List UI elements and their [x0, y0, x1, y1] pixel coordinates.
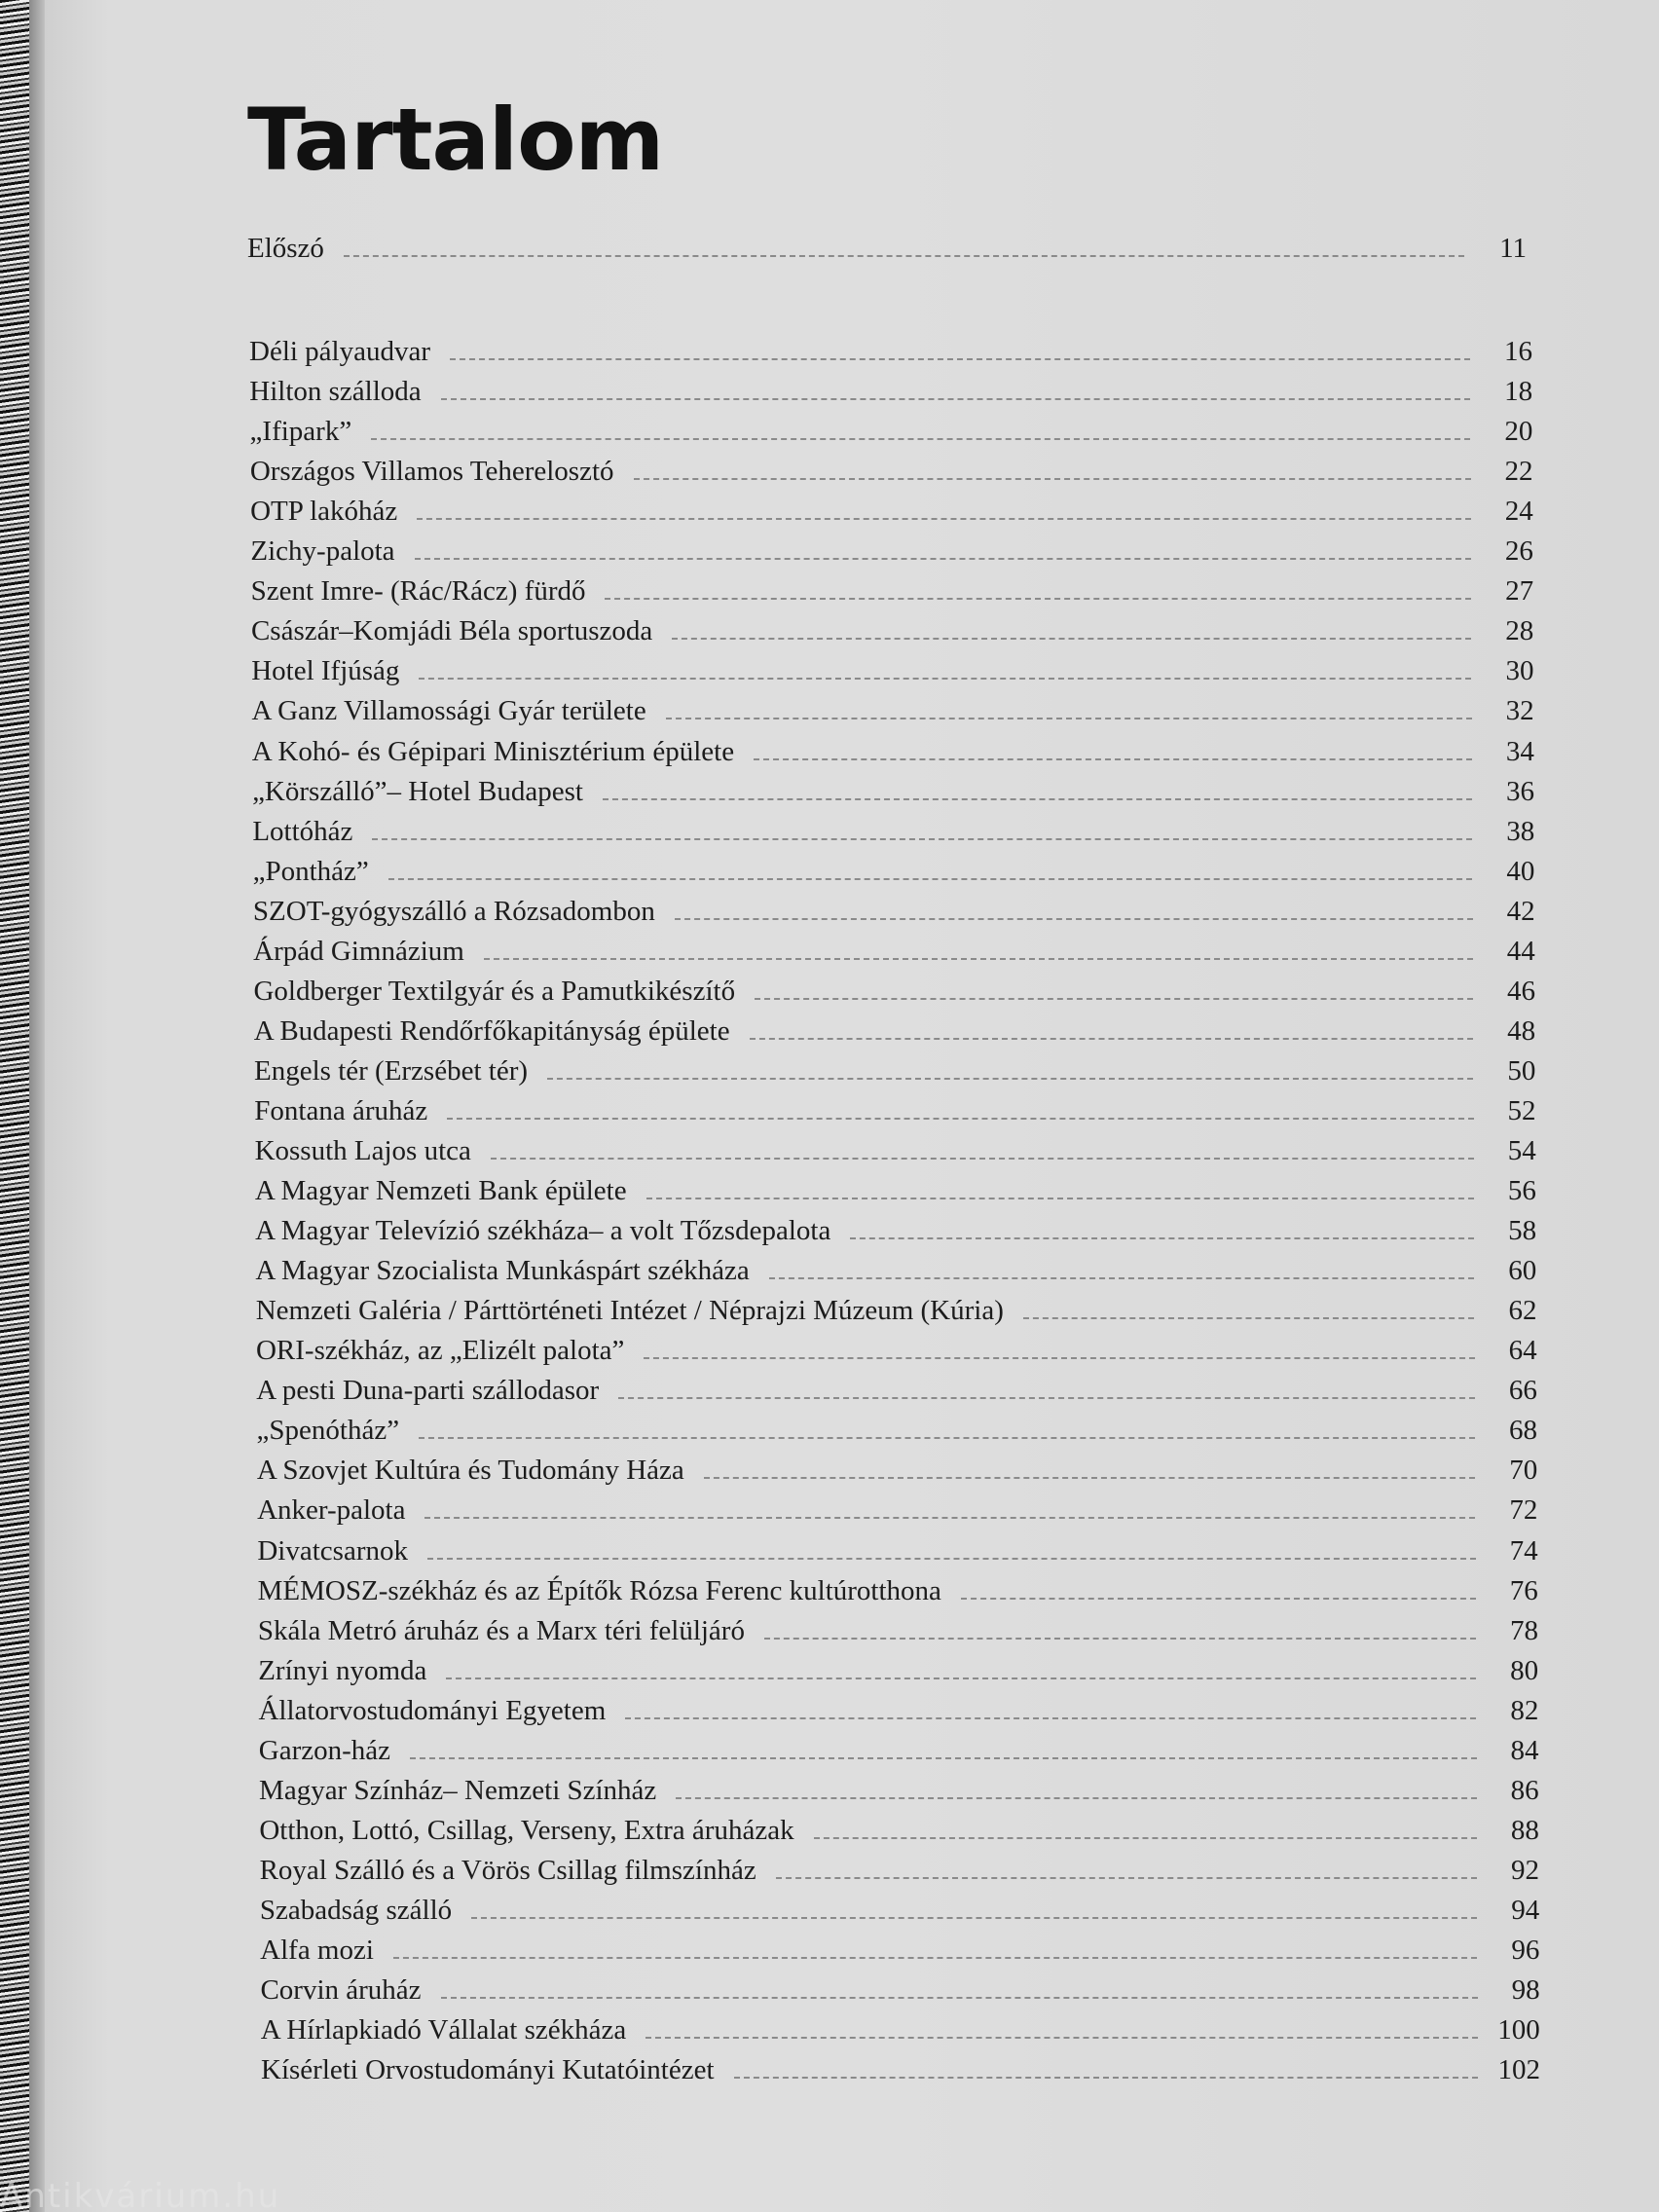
dot-leader	[625, 1717, 1476, 1719]
toc-entry-page: 82	[1510, 1694, 1539, 1726]
toc-entry-title: Kísérleti Orvostudományi Kutatóintézet	[261, 2054, 715, 2086]
dot-leader	[675, 918, 1473, 920]
toc-entry	[249, 329, 1532, 368]
dot-leader	[704, 1477, 1475, 1479]
toc-entry	[258, 1688, 1538, 1727]
toc-entry-title: A pesti Duna-parti szállodasor	[256, 1375, 600, 1407]
dot-leader	[646, 1198, 1474, 1199]
toc-entry-page: 28	[1505, 615, 1534, 647]
toc-entry	[260, 1968, 1539, 2007]
dot-leader	[393, 1957, 1478, 1959]
toc-entry-page: 76	[1509, 1574, 1538, 1606]
toc-entry-page: 18	[1504, 376, 1533, 408]
toc-entry	[259, 1768, 1539, 1807]
toc-entry-page: 78	[1509, 1614, 1538, 1646]
toc-entry-page: 74	[1509, 1534, 1538, 1567]
toc-entry	[255, 1248, 1536, 1287]
toc-entry-page: 94	[1511, 1894, 1540, 1926]
toc-entry-page: 64	[1508, 1335, 1537, 1367]
toc-entry-title: Szent Imre- (Rác/Rácz) fürdő	[250, 575, 586, 608]
dot-leader	[666, 718, 1472, 719]
dot-leader	[605, 598, 1471, 600]
toc-entry-title: Skála Metró áruház és a Marx téri felüljáró	[257, 1614, 745, 1646]
toc-entry	[254, 1049, 1535, 1088]
toc-entry	[253, 849, 1535, 888]
toc-entry-page: 44	[1506, 935, 1535, 967]
dot-leader	[446, 1677, 1476, 1679]
dot-leader	[471, 1917, 1477, 1919]
toc-entry	[256, 1328, 1537, 1367]
toc-entry-page: 30	[1505, 655, 1534, 687]
toc-entry-preface	[247, 226, 1527, 265]
toc-entry-title: A Ganz Villamossági Gyár területe	[251, 695, 646, 727]
toc-entry	[258, 1648, 1538, 1687]
toc-entry-title: OTP lakóház	[250, 496, 398, 528]
toc-entry-page: 86	[1510, 1774, 1539, 1806]
toc-entry-page: 42	[1506, 895, 1535, 927]
toc-entry-title: Anker-palota	[257, 1494, 406, 1527]
toc-entry	[251, 648, 1533, 687]
dot-leader	[750, 1038, 1474, 1040]
toc-entry	[255, 1168, 1536, 1207]
toc-entry	[250, 529, 1533, 568]
dot-leader	[450, 358, 1470, 360]
toc-entry	[256, 1288, 1537, 1327]
toc-entry-title: Lottóház	[252, 815, 353, 847]
dot-leader	[850, 1237, 1474, 1239]
dot-leader	[372, 838, 1472, 840]
toc-entry-page: 24	[1504, 496, 1533, 528]
toc-entry	[254, 1088, 1535, 1127]
toc-entry	[255, 1208, 1536, 1247]
toc-entry	[260, 1888, 1539, 1927]
toc-entry-page: 38	[1506, 815, 1535, 847]
toc-entry-title: „Ifipark”	[249, 416, 352, 448]
toc-entry-page: 60	[1508, 1255, 1537, 1287]
toc-entry-title: Hotel Ifjúság	[251, 655, 400, 687]
toc-entry-page: 27	[1505, 575, 1534, 608]
toc-entry	[252, 729, 1534, 768]
dot-leader	[441, 1997, 1478, 1999]
toc-entry-page: 96	[1511, 1935, 1540, 1966]
toc-entry	[259, 1728, 1539, 1767]
toc-entry-page: 102	[1497, 2054, 1540, 2086]
toc-entry	[252, 809, 1534, 848]
dot-leader	[676, 1797, 1476, 1799]
toc-entry-title: Hilton szálloda	[249, 376, 422, 408]
toc-entry-page: 92	[1511, 1854, 1540, 1886]
toc-entry	[261, 2047, 1540, 2086]
dot-leader	[645, 2037, 1478, 2039]
toc-entry-title: A Budapesti Rendőrfőkapitányság épülete	[253, 1014, 730, 1047]
toc-entry-title: Magyar Színház– Nemzeti Színház	[259, 1774, 657, 1806]
toc-entry	[257, 1408, 1537, 1447]
toc-entry	[254, 1009, 1535, 1048]
dot-leader	[424, 1517, 1475, 1519]
dot-leader	[484, 958, 1473, 960]
toc-entry-title: Engels tér (Erzsébet tér)	[254, 1054, 529, 1087]
toc-entry-title: A Magyar Szocialista Munkáspárt székháza	[255, 1255, 750, 1287]
toc-entry-page: 98	[1511, 1974, 1540, 2007]
dot-leader	[603, 798, 1472, 800]
toc-entry-page: 56	[1507, 1175, 1536, 1207]
dot-leader	[1023, 1317, 1475, 1319]
watermark: Antikvárium.hu	[0, 2177, 281, 2212]
dot-leader	[419, 1437, 1475, 1439]
toc-entry-page: 58	[1508, 1215, 1537, 1247]
dot-leader	[547, 1078, 1473, 1080]
page-title: Tartalom	[247, 90, 664, 190]
toc-entry-title: MÉMOSZ-székház és az Építők Rózsa Ferenc kultúrotthona	[257, 1574, 941, 1606]
toc-entry-title: Nemzeti Galéria / Párttörténeti Intézet / Néprajzi Múzeum (Kúria)	[255, 1295, 1004, 1327]
toc-entry-title: Garzon-ház	[258, 1734, 391, 1766]
toc-entry-page: 50	[1507, 1054, 1536, 1087]
toc-entry-page: 52	[1507, 1094, 1536, 1126]
toc-entry-page: 36	[1506, 775, 1535, 807]
toc-entry	[253, 969, 1535, 1008]
dot-leader	[672, 638, 1471, 640]
toc-entry-title: Fontana áruház	[254, 1094, 428, 1126]
toc-entry	[249, 369, 1532, 408]
toc-entry-page: 54	[1507, 1135, 1536, 1166]
dot-leader	[769, 1277, 1475, 1279]
dot-leader	[415, 558, 1471, 560]
toc-entry-page: 34	[1505, 735, 1534, 767]
toc-entry-title: Alfa mozi	[260, 1935, 374, 1966]
toc-entry-title: Zichy-palota	[250, 535, 395, 568]
dot-leader	[419, 678, 1471, 680]
toc-entry	[255, 1128, 1536, 1167]
toc-entry-title: Divatcsarnok	[257, 1534, 408, 1567]
dot-leader	[618, 1397, 1475, 1399]
toc-entry	[253, 889, 1535, 928]
toc-entry-page: 11	[1499, 233, 1527, 264]
toc-entry-title: A Szovjet Kultúra és Tudomány Háza	[256, 1455, 684, 1487]
dot-leader	[634, 478, 1471, 480]
toc-entry-title: Zrínyi nyomda	[258, 1654, 427, 1686]
toc-entry-title: A Hírlapkiadó Vállalat székháza	[260, 2014, 627, 2046]
dot-leader	[734, 2077, 1478, 2079]
dot-leader	[417, 518, 1470, 520]
toc-entry-page: 26	[1504, 535, 1533, 568]
toc-entry	[260, 1848, 1539, 1887]
toc-entry-page: 100	[1497, 2014, 1540, 2046]
toc-entry-title: Árpád Gimnázium	[253, 935, 464, 967]
toc-entry-page: 68	[1509, 1415, 1538, 1447]
toc-entry	[258, 1568, 1538, 1607]
toc-entry	[257, 1529, 1537, 1567]
toc-entry-title: Császár–Komjádi Béla sportuszoda	[250, 615, 653, 647]
toc-entry	[250, 489, 1533, 528]
toc-entry	[259, 1808, 1539, 1847]
toc-entry-title: „Spenótház”	[256, 1415, 400, 1447]
toc-entry-title: ORI-székház, az „Elizélt palota”	[255, 1335, 625, 1367]
toc-entry-title: Előszó	[247, 233, 324, 264]
dot-leader	[344, 255, 1464, 257]
toc-entry	[250, 409, 1533, 448]
toc-entry-title: „Pontház”	[252, 855, 369, 887]
toc-entry	[261, 2008, 1540, 2046]
dot-leader	[644, 1357, 1474, 1359]
toc-entry-title: A Magyar Televízió székháza– a volt Tőzsdepalota	[255, 1215, 831, 1247]
dot-leader	[371, 438, 1470, 440]
toc-entry	[256, 1368, 1537, 1407]
dot-leader	[776, 1877, 1477, 1879]
toc-entry-title: Országos Villamos Teherelosztó	[249, 456, 614, 488]
dot-leader	[410, 1757, 1476, 1759]
toc-entry-title: „Körszálló”– Hotel Budapest	[252, 775, 583, 807]
toc-entry-page: 32	[1505, 695, 1534, 727]
toc-entry-title: Állatorvostudományi Egyetem	[258, 1694, 607, 1726]
toc-entry-page: 70	[1509, 1455, 1538, 1487]
toc-entry-page: 62	[1508, 1295, 1537, 1327]
toc-entry	[258, 1608, 1538, 1647]
toc-entry	[257, 1488, 1537, 1527]
toc-entry-page: 88	[1510, 1814, 1539, 1846]
toc-entry	[253, 929, 1535, 968]
toc-entry-page: 16	[1504, 336, 1532, 367]
dot-leader	[491, 1158, 1474, 1160]
toc-entry-title: Kossuth Lajos utca	[254, 1135, 471, 1166]
toc-entry-title: Corvin áruház	[260, 1974, 422, 2007]
toc-entry-title: Royal Szálló és a Vörös Csillag filmszínház	[259, 1854, 756, 1886]
toc-entry	[251, 569, 1533, 608]
dot-leader	[388, 878, 1473, 880]
dot-leader	[814, 1837, 1477, 1839]
toc-entry-page: 20	[1504, 416, 1533, 448]
dot-leader	[764, 1638, 1476, 1640]
toc-entry	[257, 1448, 1537, 1487]
toc-entry-title: Déli pályaudvar	[249, 336, 431, 367]
dot-leader	[755, 998, 1473, 1000]
toc-entry-title: A Kohó- és Gépipari Minisztérium épülete	[251, 735, 735, 767]
toc-entry-title: SZOT-gyógyszálló a Rózsadombon	[252, 895, 655, 927]
toc-entry-page: 80	[1510, 1654, 1539, 1686]
dot-leader	[754, 758, 1472, 760]
toc-entry	[252, 688, 1534, 727]
toc-entry-page: 46	[1506, 975, 1535, 1007]
toc-entry-page: 22	[1504, 456, 1533, 488]
toc-entry	[252, 769, 1534, 808]
toc-entry-title: Otthon, Lottó, Csillag, Verseny, Extra áruházak	[259, 1814, 794, 1846]
toc-entry	[251, 608, 1533, 647]
toc-entry-title: A Magyar Nemzeti Bank épülete	[254, 1175, 627, 1207]
toc-entry	[260, 1928, 1539, 1967]
toc-entry-page: 66	[1508, 1375, 1537, 1407]
toc-entry-page: 48	[1507, 1014, 1536, 1047]
toc-entry-page: 72	[1509, 1494, 1538, 1527]
dot-leader	[441, 398, 1471, 400]
toc-entry-page: 40	[1506, 855, 1535, 887]
toc-entry-page: 84	[1510, 1734, 1539, 1766]
toc-entry-title: Goldberger Textilgyár és a Pamutkikészítő	[253, 975, 736, 1007]
toc-entry-title: Szabadság szálló	[259, 1894, 453, 1926]
dot-leader	[961, 1598, 1476, 1600]
toc-entry	[250, 449, 1533, 488]
dot-leader	[447, 1118, 1473, 1120]
dot-leader	[427, 1558, 1476, 1560]
